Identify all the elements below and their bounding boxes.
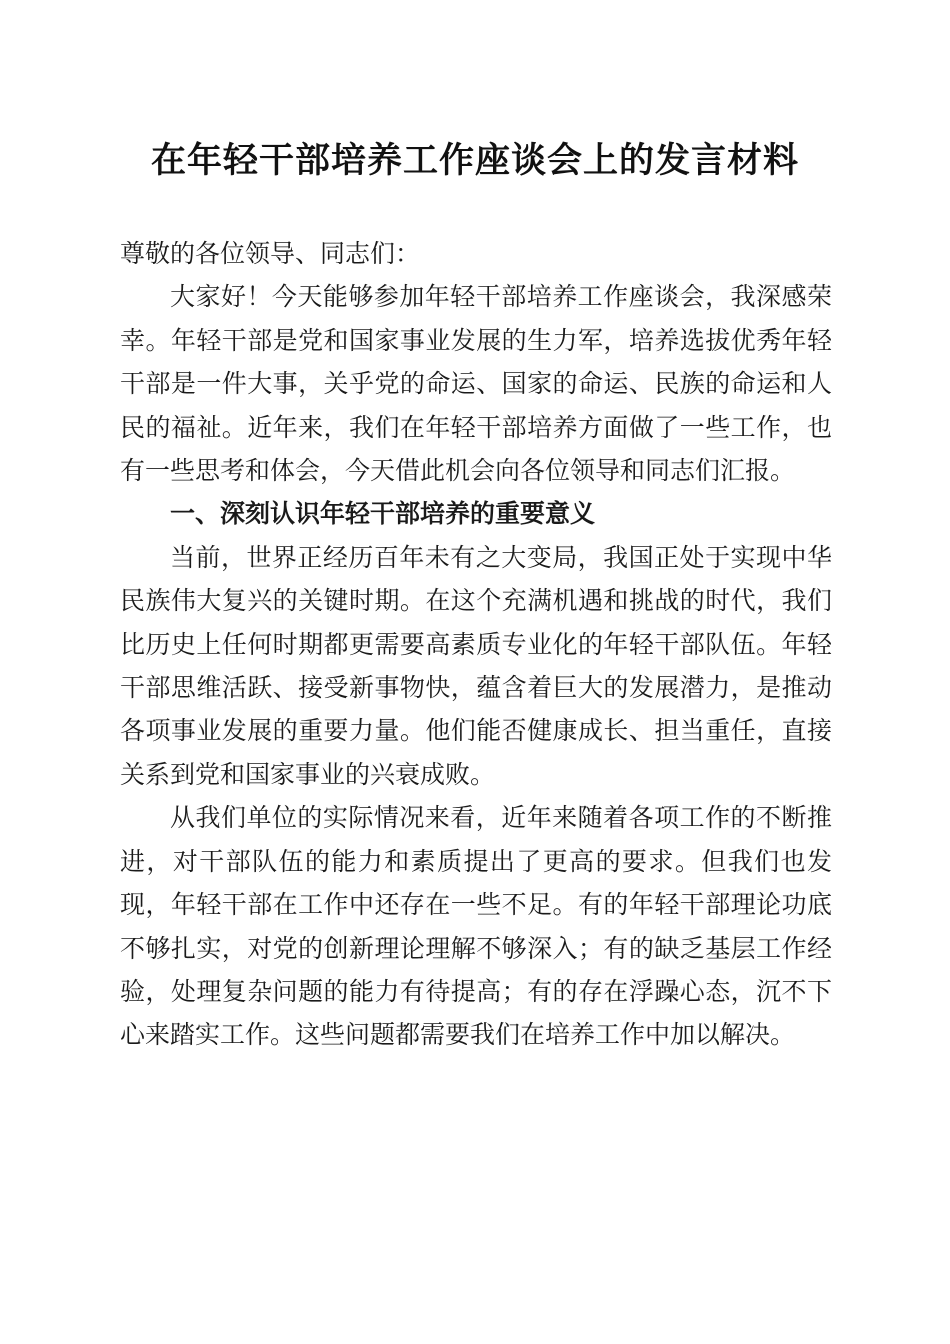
salutation: 尊敬的各位领导、同志们：: [120, 239, 421, 268]
document-title: 在年轻干部培养工作座谈会上的发言材料: [150, 140, 799, 181]
section-heading-1: 一、深刻认识年轻干部培养的重要意义: [170, 499, 596, 529]
opening-paragraph: 大家好！今天能够参加年轻干部培养工作座谈会，我深感荣幸。年轻干部是党和国家事业发展的生力军，培养选拔优秀年轻干部是一件大事，关乎党的命运、国家的命运、民族的命运和人民的福祉。近年来，我们在年轻干部培养方面做了一些工作，也有一些思考和体会，今天借此机会向各位领导和同志们汇报。: [120, 282, 832, 486]
section-1-paragraph-2: 从我们单位的实际情况来看，近年来随着各项工作的不断推进，对干部队伍的能力和素质提出了更高的要求。但我们也发现，年轻干部在工作中还存在一些不足。有的年轻干部理论功底不够扎实，对党的创新理论理解不够深入；有的缺乏基层工作经验，处理复杂问题的能力有待提高；有的存在浮躁心态，沉不下心来踏实工作。这些问题都需要我们在培养工作中加以解决。: [120, 803, 832, 1050]
section-1-paragraph-1: 当前，世界正经历百年未有之大变局，我国正处于实现中华民族伟大复兴的关键时期。在这个充满机遇和挑战的时代，我们比历史上任何时期都更需要高素质专业化的年轻干部队伍。年轻干部思维活跃、接受新事物快，蕴含着巨大的发展潜力，是推动各项事业发展的重要力量。他们能否健康成长、担当重任，直接关系到党和国家事业的兴衰成败。: [120, 542, 832, 789]
document-body: [120, 232, 832, 1057]
